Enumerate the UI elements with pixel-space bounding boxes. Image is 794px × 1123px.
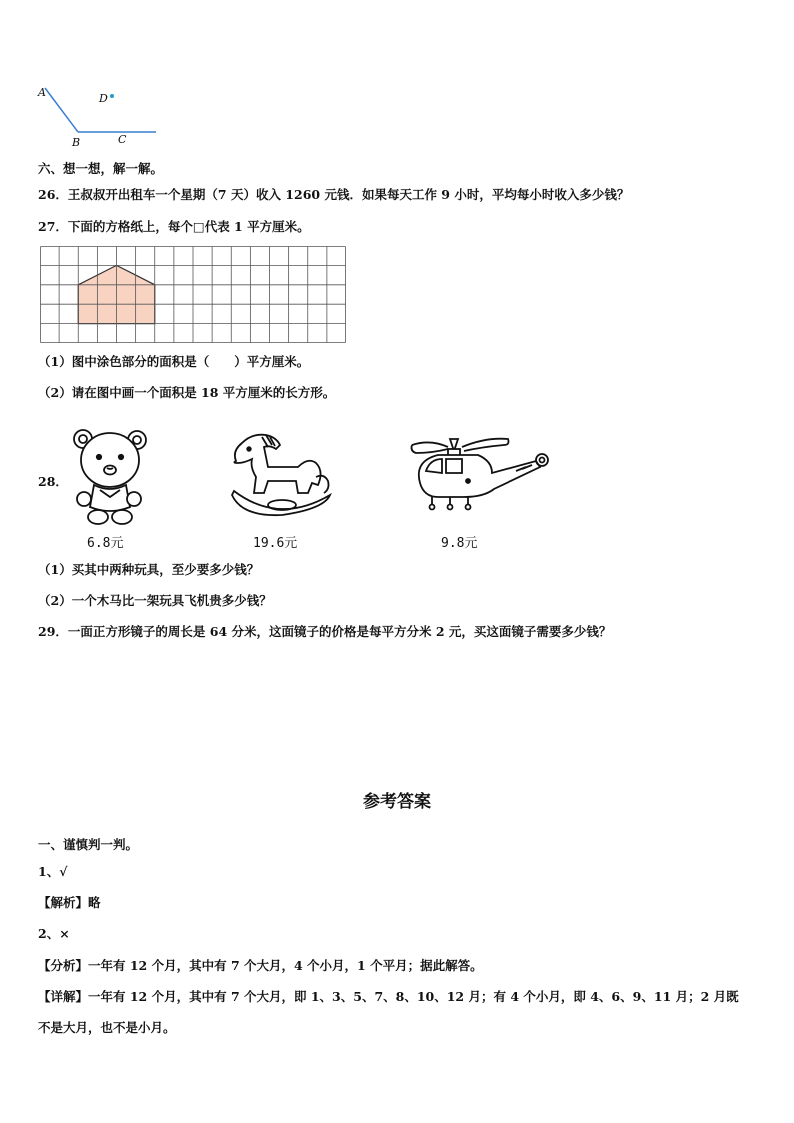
answer-2-analysis: 【分析】一年有 12 个月，其中有 7 个大月，4 个小月，1 个平月；据此解答。 (38, 958, 483, 973)
question-28-part-2: （2）一个木马比一架玩具飞机贵多少钱？ (38, 593, 272, 608)
question-27: 27．下面的方格纸上，每个□代表 1 平方厘米。 (38, 219, 310, 234)
ray-ba (45, 88, 78, 132)
teddy-bear-icon (70, 427, 154, 527)
label-a: A (38, 86, 46, 99)
point-d (110, 94, 114, 98)
angle-figure (30, 80, 170, 150)
answer-2-detail-line-1: 【详解】一年有 12 个月，其中有 7 个大月，即 1、3、5、7、8、10、12 月；有 4 个小月，即 4、6、9、11 月；2 月既 (38, 989, 739, 1004)
answer-1: 1、√ (38, 864, 68, 879)
question-28-part-1: （1）买其中两种玩具，至少要多少钱？ (38, 562, 260, 577)
answer-1-analysis: 【解析】略 (38, 895, 101, 910)
label-d: D (99, 92, 108, 105)
question-29: 29．一面正方形镜子的周长是 64 分米，这面镜子的价格是每平方分米 2 元，买这面镜子需要多少钱？ (38, 624, 612, 639)
toy-price-bear: 6.8元 (87, 536, 124, 551)
answer-2: 2、× (38, 926, 70, 941)
toy-price-horse: 19.6元 (253, 536, 298, 551)
question-27-part-2: （2）请在图中画一个面积是 18 平方厘米的长方形。 (38, 385, 336, 400)
label-c: C (118, 133, 127, 146)
question-28-number: 28． (38, 474, 68, 489)
toy-price-helicopter: 9.8元 (441, 536, 478, 551)
question-26: 26．王叔叔开出租车一个星期（7 天）收入 1260 元钱．如果每天工作 9 小时，平均每小时收入多少钱？ (38, 187, 630, 202)
rocking-horse-icon (228, 425, 336, 525)
answers-title: 参考答案 (363, 792, 431, 812)
label-b: B (72, 136, 81, 149)
helicopter-icon (406, 425, 558, 517)
question-27-part-1: （1）图中涂色部分的面积是（ ）平方厘米。 (38, 354, 310, 369)
answers-section-1: 一、谨慎判一判。 (38, 837, 139, 852)
section-heading: 六、想一想，解一解。 (38, 161, 164, 176)
square-grid (40, 246, 346, 343)
answer-2-detail-line-2: 不是大月，也不是小月。 (38, 1020, 176, 1035)
